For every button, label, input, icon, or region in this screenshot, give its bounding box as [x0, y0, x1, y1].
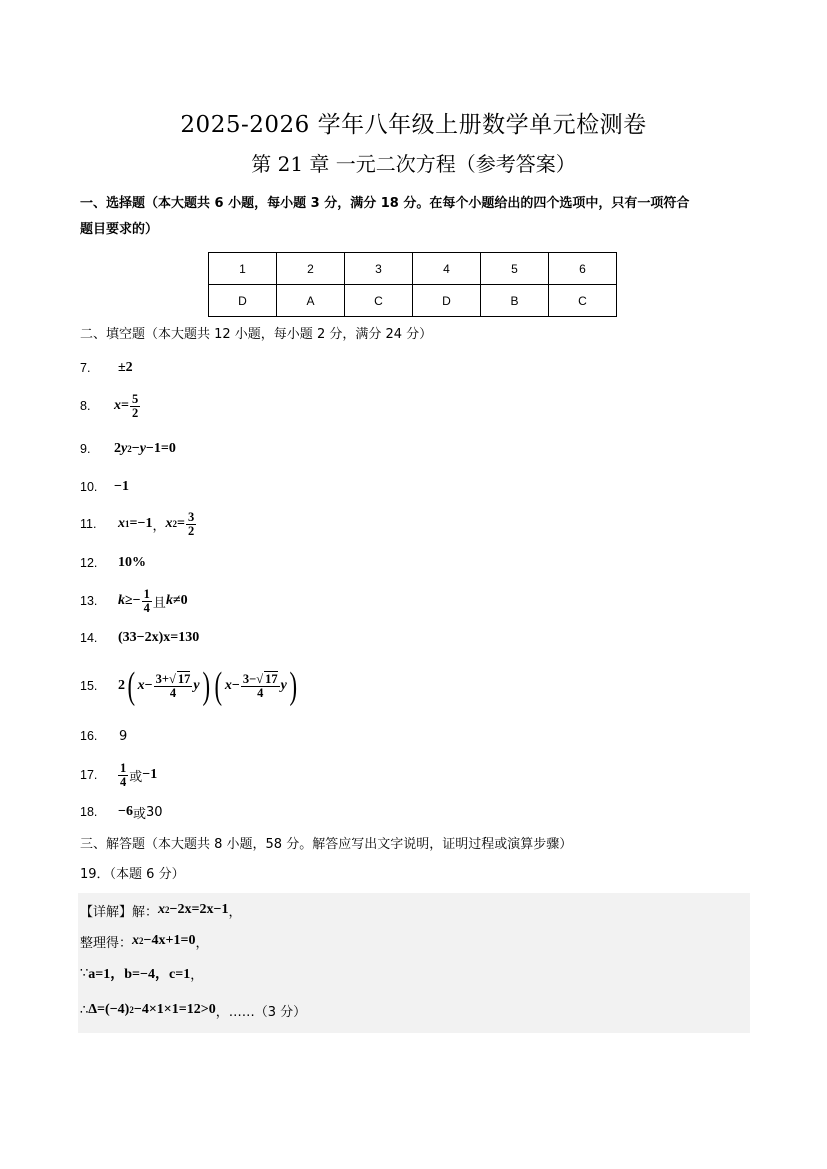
item-number: 14. [80, 631, 98, 645]
math-op: − [144, 678, 153, 693]
answer-text: ±2 [118, 360, 133, 375]
math-rest: −2x=2x−1 [169, 902, 229, 917]
item-number: 16. [80, 729, 98, 743]
fill-answer-7 [80, 356, 133, 380]
answer-value: 30 [146, 804, 163, 820]
math-var: x [132, 933, 140, 948]
denominator: 4 [257, 685, 264, 700]
question-number-cell: 3 [345, 253, 413, 285]
conjunction: 或 [132, 806, 146, 822]
item-number: 11. [80, 517, 97, 531]
question-number-cell: 1 [209, 253, 277, 285]
item-number: 7. [80, 361, 91, 375]
math-var: y [139, 441, 146, 456]
section-1-heading [80, 191, 750, 243]
therefore-symbol: ∴ [80, 1002, 89, 1018]
solution-line-3 [80, 961, 203, 985]
left-paren: ( [214, 665, 223, 707]
fill-answer-15 [80, 663, 300, 709]
answer-cell: C [345, 285, 413, 317]
right-paren: ) [289, 665, 297, 707]
section-2-heading: 二、填空题（本大题共 12 小题，每小题 2 分，满分 24 分） [80, 327, 433, 342]
math-rest: ≠0 [172, 593, 188, 608]
fill-answer-13 [80, 586, 188, 615]
item-number: 17. [80, 768, 98, 782]
answer-text: 9 [119, 728, 128, 744]
left-paren: ( [127, 665, 136, 707]
item-number: 18. [80, 805, 98, 819]
because-symbol: ∵ [80, 965, 89, 981]
numerator-part: 3− [242, 671, 257, 686]
math-rest: −4×1×1=12>0 [133, 1002, 216, 1017]
math-rest: −4x+1=0 [143, 933, 196, 948]
fill-answer-9 [80, 437, 176, 461]
denominator: 4 [143, 600, 150, 615]
answer-cell: A [277, 285, 345, 317]
answer-cell: D [209, 285, 277, 317]
fill-answer-18 [80, 800, 163, 824]
math-subscript: 1 [125, 519, 130, 529]
fill-answer-12 [80, 551, 146, 575]
denominator: 4 [120, 774, 127, 789]
score-note: ，……（3 分） [215, 1004, 307, 1020]
item-number: 13. [80, 594, 98, 608]
math-var: y [193, 678, 200, 693]
math-var: k [118, 593, 125, 608]
separator: ， [152, 518, 166, 534]
answer-table-number-row [209, 253, 617, 285]
math-rest: −1=0 [145, 441, 176, 456]
solution-line-4 [80, 998, 306, 1022]
item-number: 15. [80, 679, 98, 693]
numerator: 3 [187, 509, 195, 524]
answer-value: −1 [142, 767, 158, 782]
answer-table-answer-row [209, 285, 617, 317]
math-exponent: 2 [139, 936, 144, 946]
math-var: x [118, 516, 125, 531]
denominator: 4 [169, 685, 177, 700]
punctuation: ， [190, 967, 204, 983]
question-number-cell: 6 [549, 253, 617, 285]
fraction [186, 511, 196, 538]
math-exponent: 2 [127, 444, 132, 454]
fraction [142, 588, 152, 615]
answer-cell: B [481, 285, 549, 317]
numerator: 1 [120, 760, 127, 775]
denominator: 2 [131, 405, 139, 420]
solution-line-2 [80, 929, 208, 953]
math-var: k [165, 593, 173, 608]
radicand: 17 [177, 671, 191, 686]
solution-line-1 [80, 898, 241, 922]
math-var: y [121, 441, 128, 456]
fill-answer-16 [80, 724, 127, 748]
conjunction: 且 [152, 595, 166, 611]
math-coef: 2 [114, 441, 121, 456]
numerator: 3−√ 17 [242, 671, 278, 686]
math-op: − [131, 441, 140, 456]
section-3-heading: 三、解答题（本大题共 8 小题，58 分。解答应写出文字说明，证明过程或演算步骤） [80, 837, 573, 852]
numerator: 3+√ 17 [155, 671, 191, 686]
radicand: 17 [265, 671, 278, 686]
math-exponent: 2 [165, 905, 170, 915]
answer-table [208, 252, 617, 317]
item-number: 12. [80, 556, 98, 570]
math-op: − [231, 678, 240, 693]
solution-label: 【详解】解： [80, 904, 159, 920]
fraction [241, 673, 280, 700]
math-var: x [165, 516, 173, 531]
item-number: 10. [80, 480, 98, 494]
answer-cell: C [549, 285, 617, 317]
item-number: 9. [80, 442, 91, 456]
math-var: x [114, 398, 121, 413]
fraction [118, 762, 128, 789]
conjunction: 或 [129, 769, 143, 785]
fraction [154, 673, 193, 700]
math-coef: 2 [118, 678, 125, 693]
fill-answer-8 [80, 391, 141, 420]
math-rest: a=1，b=−4，c=1 [88, 967, 191, 982]
math-op: = [176, 516, 185, 531]
answer-cell: D [413, 285, 481, 317]
fill-answer-14 [80, 626, 199, 650]
answer-text: (33−2x)x=130 [118, 630, 200, 645]
numerator: 1 [143, 586, 150, 601]
fill-answer-17 [80, 760, 157, 790]
question-number-cell: 5 [481, 253, 549, 285]
answer-text: 10% [118, 555, 146, 570]
section-1-heading-line2: 题目要求的） [80, 222, 159, 237]
math-subscript: 2 [172, 519, 177, 529]
math-exponent: 2 [129, 1005, 134, 1015]
punctuation: ， [195, 935, 209, 951]
question-number-cell: 2 [277, 253, 345, 285]
math-rest: Δ=(−4) [88, 1002, 130, 1017]
item-number: 8. [80, 399, 91, 413]
page-subtitle: 第 21 章 一元二次方程（参考答案） [251, 152, 576, 176]
page-title: 2025-2026 学年八年级上册数学单元检测卷 [180, 112, 647, 138]
solution-label: 整理得： [80, 935, 133, 951]
question-19-label: 19．（本题 6 分） [80, 867, 185, 882]
right-paren: ) [202, 665, 210, 707]
math-var: x [224, 678, 232, 693]
fraction [130, 393, 140, 420]
denominator: 2 [187, 523, 195, 538]
numerator: 5 [131, 391, 139, 406]
answer-value: −6 [118, 804, 133, 819]
math-op: = [121, 398, 129, 413]
math-var: x [137, 678, 145, 693]
answer-text: −1 [114, 479, 129, 494]
section-1-heading-line1: 一、选择题（本大题共 6 小题，每小题 3 分，满分 18 分。在每个小题给出的四个选项中，只有一项符合 [80, 196, 690, 211]
numerator-part: 3+ [155, 671, 170, 686]
fill-answer-11 [80, 509, 197, 538]
fill-answer-10 [80, 475, 129, 499]
math-var: x [158, 902, 166, 917]
math-op: ≥− [125, 593, 141, 608]
punctuation: ， [228, 904, 242, 920]
math-var: y [280, 678, 287, 693]
question-number-cell: 4 [413, 253, 481, 285]
math-rest: =−1 [129, 516, 153, 531]
